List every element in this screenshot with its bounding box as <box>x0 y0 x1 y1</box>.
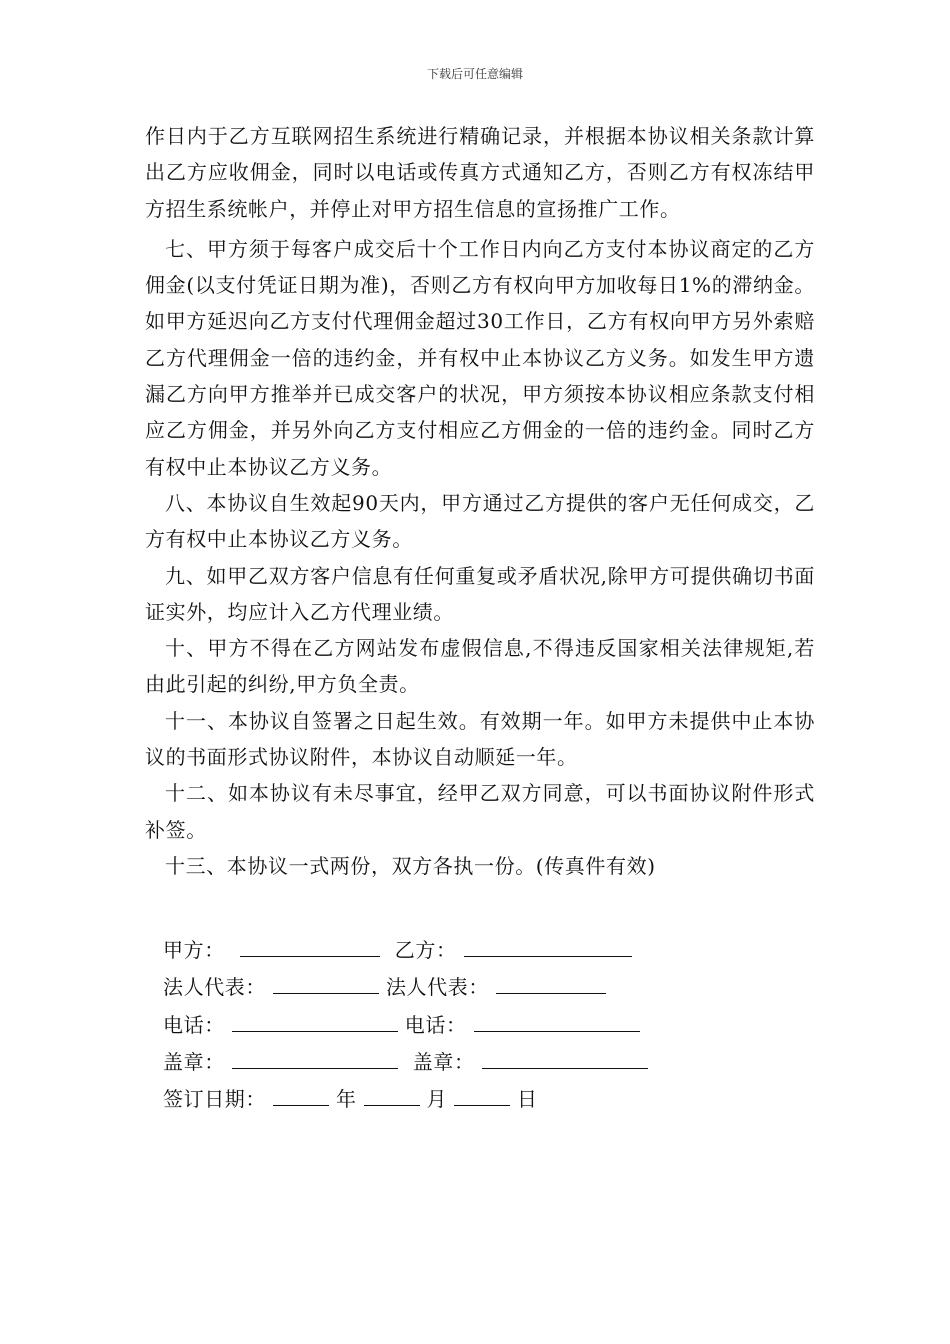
clause-9: 九、如甲乙双方客户信息有任何重复或矛盾状况,除甲方可提供确切书面证实外，均应计入乙方代理业绩。 <box>145 563 815 624</box>
year-label: 年 <box>335 1087 357 1111</box>
paragraph-continuation: 作日内于乙方互联网招生系统进行精确记录，并根据本协议相关条款计算出乙方应收佣金，同时以电话或传真方式通知乙方，否则乙方有权冻结甲方招生系统帐户，并停止对甲方招生信息的宣扬推广工作。 <box>145 124 815 221</box>
clause-10: 十、甲方不得在乙方网站发布虚假信息,不得违反国家相关法律规矩,若由此引起的纠纷,甲方负全责。 <box>145 636 815 697</box>
phone-line <box>163 1010 803 1040</box>
date-line <box>163 1084 803 1114</box>
seal-b-label: 盖章： <box>412 1050 475 1074</box>
phone-a-blank <box>232 1011 398 1032</box>
month-label: 月 <box>426 1087 448 1111</box>
page-header: 下载后可任意编辑 <box>426 67 523 81</box>
date-label: 签订日期： <box>163 1087 266 1111</box>
seal-b-blank <box>482 1048 648 1069</box>
party-b-label: 乙方： <box>394 938 457 962</box>
party-a-label: 甲方： <box>163 938 225 962</box>
legal-rep-a-blank <box>273 973 379 994</box>
party-a-blank <box>240 936 380 957</box>
legal-rep-line <box>163 972 803 1002</box>
party-b-blank <box>464 936 632 957</box>
contract-body <box>145 118 815 884</box>
phone-b-blank <box>474 1011 640 1032</box>
legal-rep-b-blank <box>496 973 606 994</box>
month-blank <box>364 1085 420 1106</box>
year-blank <box>273 1085 329 1106</box>
clause-12: 十二、如本协议有未尽事宜，经甲乙双方同意，可以书面协议附件形式补签。 <box>145 781 815 842</box>
seal-a-label: 盖章： <box>163 1050 225 1074</box>
phone-a-label: 电话： <box>163 1013 225 1037</box>
seal-line <box>163 1047 803 1077</box>
clause-11: 十一、本协议自签署之日起生效。有效期一年。如甲方未提供中止本协议的书面形式协议附件，本协议自动顺延一年。 <box>145 708 815 770</box>
clause-8: 八、本协议自生效起90天内，甲方通过乙方提供的客户无任何成交，乙方有权中止本协议乙方义务。 <box>145 490 815 552</box>
day-label: 日 <box>517 1087 538 1111</box>
clause-7: 七、甲方须于每客户成交后十个工作日内向乙方支付本协议商定的乙方佣金(以支付凭证日期为准)，否则乙方有权向甲方加收每日1%的滞纳金。如甲方延迟向乙方支付代理佣金超过30工作日，乙方有权向甲方另外索赔乙方代理佣金一倍的违约金，并有权中止本协议乙方义务。如发生甲方遗漏乙方向甲方推举并已成交客户的状况，甲方须按本协议相应条款支付相应乙方佣金，并另外向乙方支付相应乙方佣金的一倍的违约金。同时乙方有权中止本协议乙方义务。 <box>145 236 815 479</box>
party-line <box>163 935 803 965</box>
seal-a-blank <box>232 1048 398 1069</box>
phone-b-label: 电话： <box>404 1013 467 1037</box>
legal-rep-a-label: 法人代表： <box>163 975 266 999</box>
clause-13: 十三、本协议一式两份，双方各执一份。(传真件有效) <box>165 853 656 878</box>
day-blank <box>454 1085 510 1106</box>
legal-rep-b-label: 法人代表： <box>385 975 489 999</box>
